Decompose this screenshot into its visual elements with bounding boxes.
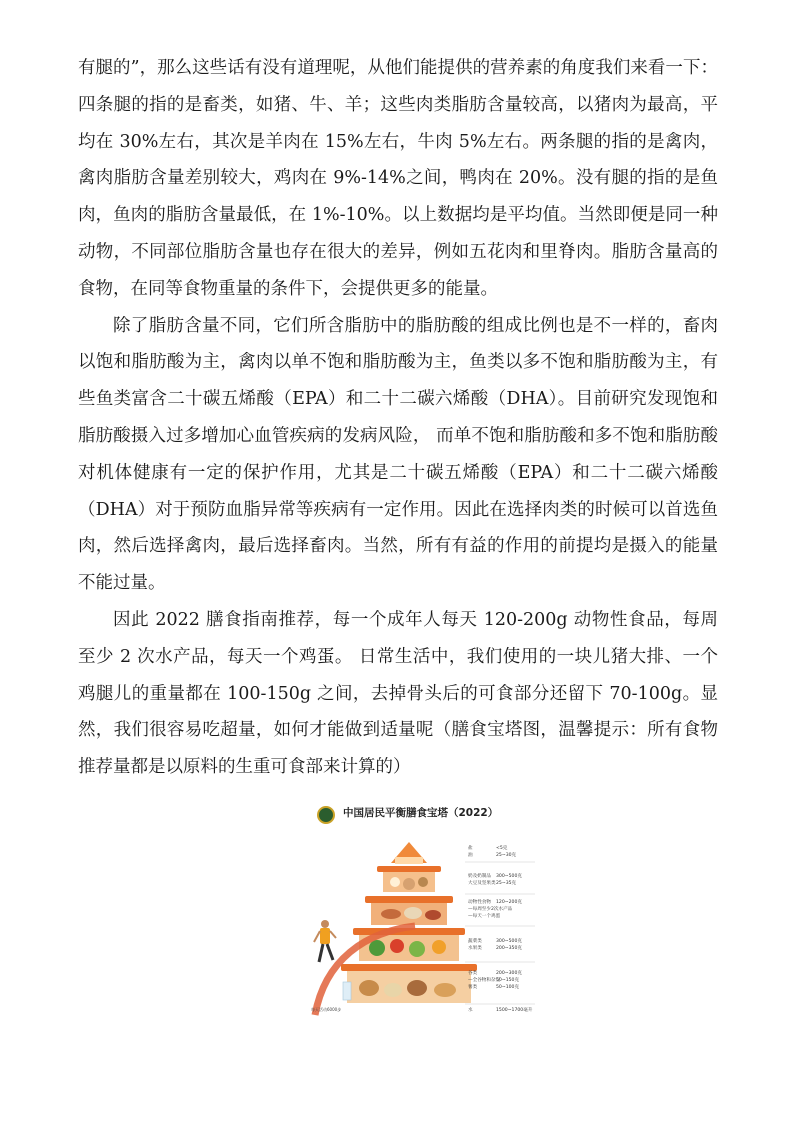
runner-icon: [314, 920, 336, 962]
roof-tier-2: [377, 866, 441, 872]
pyramid-label: 水果类 200~350克: [468, 946, 522, 951]
steps-label: 每天活动6000步: [311, 1007, 342, 1012]
food-pyramid-figure: [305, 800, 545, 1020]
pyramid-label: 薯类 50~100克: [468, 985, 520, 990]
pyramid-label: 谷类 200~300克: [468, 971, 522, 976]
pyramid-label: 蔬菜类 300~500克: [468, 939, 522, 944]
pyramid-label: 油 25~30克: [468, 853, 517, 858]
paragraph-1: 有腿的”，那么这些话有没有道理呢，从他们能提供的营养素的角度我们来看一下：四条腿的指的是畜类，如猪、牛、羊；这些肉类脂肪含量较高，以猪肉为最高，平均在 30%左右，其次是羊肉在 15%左右，牛肉 5%左右。两条腿的指的是禽肉，禽肉脂肪含量差别较大，鸡肉在 9%-14%之间，鸭肉在 20%。没有腿的指的是鱼肉，鱼肉的脂肪含量最低，在 1%-10%。以上数据均是平均值。当然即便是同一种动物，不同部位脂肪含量也存在很大的差异，例如五花肉和里脊肉。脂肪含量高的食物，在同等食物重量的条件下，会提供更多的能量。: [78, 58, 718, 299]
body-text: [78, 50, 718, 786]
pyramid-label: 动物性食物 120~200克: [468, 900, 522, 905]
paragraph-2: 除了脂肪含量不同，它们所含脂肪中的脂肪酸的组成比例也是不一样的，畜肉以饱和脂肪酸为主，禽肉以单不饱和脂肪酸为主，鱼类以多不饱和脂肪酸为主，有些鱼类富含二十碳五烯酸（EPA）和二十二碳六烯酸（DHA）。目前研究发现饱和脂肪酸摄入过多增加心血管疾病的发病风险， 而单不饱和脂肪酸和多不饱和脂肪酸对机体健康有一定的保护作用，尤其是二十碳五烯酸（EPA）和二十二碳六烯酸（DHA）对于预防血脂异常等疾病有一定作用。因此在选择肉类的时候可以首选鱼肉，然后选择禽肉，最后选择畜肉。当然，所有有益的作用的前提均是摄入的能量不能过量。: [78, 315, 718, 594]
pyramid-label: 奶及奶制品 300~500克: [468, 874, 522, 879]
pyramid-label: 大豆及坚果类 25~35克: [468, 881, 517, 886]
pyramid-label: —每周至少2次水产品: [468, 907, 513, 912]
figure-title: 中国居民平衡膳食宝塔（2022）: [343, 807, 499, 819]
roof-tier-3: [365, 896, 453, 903]
pyramid-label: 盐 <5克: [468, 846, 508, 851]
paragraph-3: 因此 2022 膳食指南推荐，每一个成年人每天 120-200g 动物性食品，每周至少 2 次水产品，每天一个鸡蛋。 日常生活中，我们使用的一块儿猪大排、一个鸡腿儿的重量都在 100-150g 之间，去掉骨头后的可食部分还留下 70-100g。显然，我们很容易吃超量，如何才能做到适量呢（膳食宝塔图，温馨提示：所有食物推荐量都是以原料的生重可食部来计算的）: [78, 609, 718, 778]
pyramid-label: —全谷物和杂豆 50~150克: [468, 978, 520, 983]
roof-tier-5: [341, 964, 477, 971]
pyramid-label: —每天一个鸡蛋: [468, 914, 501, 919]
pyramid-label: 水 1500~1700毫升: [468, 1008, 533, 1013]
